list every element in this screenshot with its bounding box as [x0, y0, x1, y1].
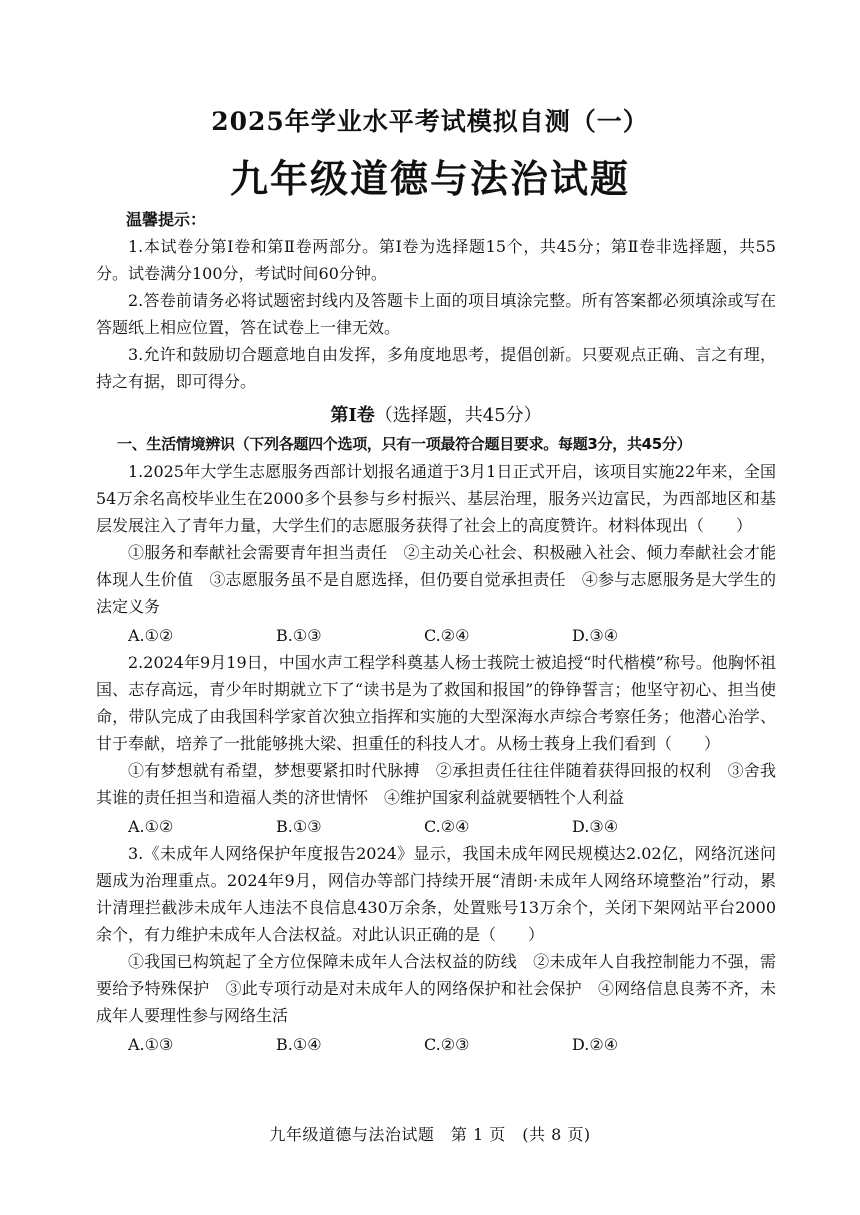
option-d: D.②④	[572, 1035, 619, 1054]
option-c: C.②④	[424, 817, 470, 836]
option-a: A.①②	[128, 626, 174, 645]
question-options	[96, 622, 776, 649]
exam-subtitle: 九年级道德与法治试题	[229, 157, 630, 201]
question-stem: 2.2024年9月19日，中国水声工程学科奠基人杨士莪院士被追授“时代楷模”称号。他胸怀祖国、志存高远，青少年时期就立下了“读书是为了救国和报国”的铮铮誓言；他坚守初心、担当使命，带队完成了由我国科学家首次独立指挥和实施的大型深海水声综合考察任务；他潜心治学、甘于奉献，培养了一批能够挑大梁、担重任的科技人才。从杨士莪身上我们看到（ ）	[96, 653, 776, 753]
tip-item-1: 1.本试卷分第Ⅰ卷和第Ⅱ卷两部分。第Ⅰ卷为选择题15个，共45分；第Ⅱ卷非选择题，共55分。试卷满分100分，考试时间60分钟。	[96, 237, 776, 283]
question-3	[96, 840, 776, 1058]
question-statements: ①有梦想就有希望，梦想要紧扣时代脉搏 ②承担责任往往伴随着获得回报的权利 ③舍我其谁的责任担当和造福人类的济世情怀 ④维护国家利益就要牺牲个人利益	[96, 761, 776, 807]
section-title-note: （选择题，共45分）	[374, 405, 542, 426]
section-title	[96, 401, 776, 431]
part-heading: 一、生活情境辨识（下列各题四个选项，只有一项最符合题目要求。每题3分，共45分）	[117, 435, 692, 453]
option-b: B.①④	[276, 1035, 322, 1054]
option-b: B.①③	[276, 817, 322, 836]
tips-heading: 温馨提示：	[126, 210, 207, 229]
question-2	[96, 649, 776, 840]
question-options	[96, 1031, 776, 1058]
page-footer: 九年级道德与法治试题 第 1 页 (共 8 页)	[269, 1125, 591, 1144]
option-a: A.①③	[128, 1035, 174, 1054]
option-d: D.③④	[572, 626, 619, 645]
question-stem: 3.《未成年人网络保护年度报告2024》显示，我国未成年网民规模达2.02亿，网络沉迷问题成为治理重点。2024年9月，网信办等部门持续开展“清朗·未成年人网络环境整治”行动，累计清理拦截涉未成年人违法不良信息430万余条，处置账号13万余个，关闭下架网站平台2000余个，有力维护未成年人合法权益。对此认识正确的是（ ）	[96, 844, 776, 944]
exam-content	[96, 200, 776, 1058]
exam-title: 2025年学业水平考试模拟自测（一）	[211, 107, 649, 136]
question-stem: 1.2025年大学生志愿服务西部计划报名通道于3月1日正式开启，该项目实施22年来，全国54万余名高校毕业生在2000多个县参与乡村振兴、基层治理，服务兴边富民，为西部地区和基层发展注入了青年力量，大学生们的志愿服务获得了社会上的高度赞许。材料体现出（ ）	[96, 462, 776, 535]
option-c: C.②④	[424, 626, 470, 645]
tip-item-2: 2.答卷前请务必将试题密封线内及答题卡上面的项目填涂完整。所有答案都必须填涂或写在答题纸上相应位置，答在试卷上一律无效。	[96, 291, 776, 337]
question-statements: ①服务和奉献社会需要青年担当责任 ②主动关心社会、积极融入社会、倾力奉献社会才能体现人生价值 ③志愿服务虽不是自愿选择，但仍要自觉承担责任 ④参与志愿服务是大学生的法定义务	[96, 543, 776, 616]
option-d: D.③④	[572, 817, 619, 836]
question-options	[96, 813, 776, 840]
option-a: A.①②	[128, 817, 174, 836]
section-title-label: 第Ⅰ卷	[330, 405, 375, 426]
tip-item-3: 3.允许和鼓励切合题意地自由发挥，多角度地思考，提倡创新。只要观点正确、言之有理，持之有据，即可得分。	[96, 345, 776, 391]
option-c: C.②③	[424, 1035, 470, 1054]
question-statements: ①我国已构筑起了全方位保障未成年人合法权益的防线 ②未成年人自我控制能力不强，需要给予特殊保护 ③此专项行动是对未成年人的网络保护和社会保护 ④网络信息良莠不齐，未成年人要理性参与网络生活	[96, 952, 776, 1025]
question-1	[96, 458, 776, 649]
option-b: B.①③	[276, 626, 322, 645]
